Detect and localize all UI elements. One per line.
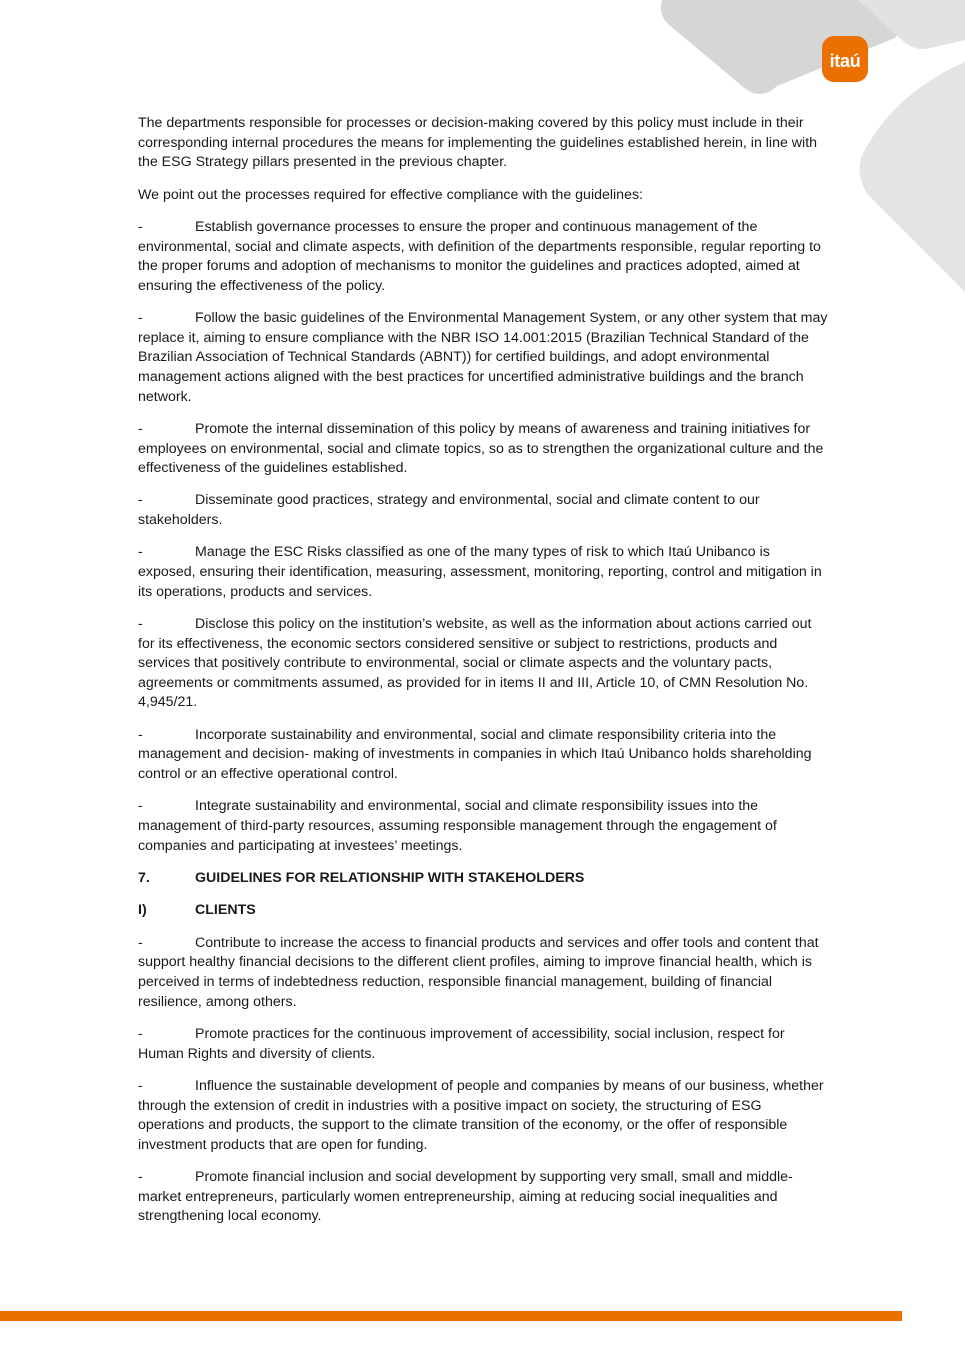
- gray-arc-shape: [860, 62, 965, 292]
- bullet-marker: -: [138, 798, 143, 815]
- bullet-marker: -: [138, 1077, 143, 1094]
- list-item: [138, 934, 830, 1012]
- list-item: [138, 543, 830, 602]
- logo-text: itaú: [829, 51, 861, 71]
- bullet-marker: -: [138, 616, 143, 633]
- subsection-title: CLIENTS: [195, 902, 256, 919]
- list-item: [138, 1168, 830, 1227]
- bullet-marker: -: [138, 492, 143, 509]
- list-item-text: Promote financial inclusion and social development by supporting very small, small and middle-market entrepreneurs, particularly women entrepreneurship, aiming at reducing social inequalities and strengthening local economy.: [138, 1169, 793, 1225]
- list-item-text: Manage the ESC Risks classified as one of the many types of risk to which Itaú Unibanco is exposed, ensuring their identification, measuring, assessment, monitoring, reporting, control and mitigation in its operations, products and services.: [138, 544, 822, 600]
- section-heading: [138, 869, 830, 889]
- section-number: 7.: [138, 869, 150, 886]
- list-item-text: Disseminate good practices, strategy and environmental, social and climate content to our stakeholders.: [138, 492, 760, 529]
- list-item: [138, 797, 830, 856]
- list-item: [138, 1077, 830, 1155]
- subsection-heading: [138, 901, 830, 921]
- list-item: [138, 615, 830, 713]
- bullet-marker: -: [138, 218, 143, 235]
- bullet-marker: -: [138, 1169, 143, 1186]
- list-item: [138, 420, 830, 479]
- list-item-text: Integrate sustainability and environmental, social and climate responsibility issues into the management of third-party resources, assuming responsible management through the engagement of companies and participating at investees’ meetings.: [138, 798, 777, 854]
- list-item: [138, 726, 830, 785]
- list-item-text: Promote the internal dissemination of this policy by means of awareness and training initiatives for employees on environmental, social and climate topics, so as to strengthen the organizational culture and the effectiveness of the guidelines established.: [138, 420, 824, 477]
- list-item-text: Contribute to increase the access to financial products and services and offer tools and content that support healthy financial decisions to the different client profiles, aiming to improve financial health, which is perceived in terms of indebtedness reduction, responsible financial management, building of financial resilience, among others.: [138, 934, 819, 1010]
- processes-intro-paragraph: We point out the processes required for effective compliance with the guidelines:: [138, 186, 643, 203]
- bullet-marker: -: [138, 934, 143, 951]
- list-item: [138, 218, 830, 296]
- list-item: [138, 491, 830, 530]
- subsection-number: I): [138, 902, 147, 919]
- section-title: GUIDELINES FOR RELATIONSHIP WITH STAKEHOLDERS: [195, 869, 585, 886]
- bullet-marker: -: [138, 1025, 143, 1042]
- intro-paragraph: The departments responsible for processes or decision-making covered by this policy must include in their corresponding internal procedures the means for implementing the guidelines established herein, in line with the ESG Strategy pillars presented in the previous chapter.: [138, 115, 818, 171]
- list-item-text: Incorporate sustainability and environmental, social and climate responsibility criteria into the management and decision- making of investments in companies in which Itaú Unibanco holds shareholding control or an effective operational control.: [138, 726, 812, 782]
- bullet-marker: -: [138, 310, 143, 327]
- list-item-text: Influence the sustainable development of people and companies by means of our business, whether through the extension of credit in industries with a positive impact on society, the structuring of ESG operations and products, the support to the climate transition of the economy, or the offer of responsible investment products that are open for funding.: [138, 1077, 824, 1153]
- list-item: [138, 1025, 830, 1064]
- document-body: [138, 114, 830, 1240]
- list-item-text: Promote practices for the continuous improvement of accessibility, social inclusion, respect for Human Rights and diversity of clients.: [138, 1025, 785, 1062]
- bullet-marker: -: [138, 420, 143, 437]
- bullet-marker: -: [138, 544, 143, 561]
- list-item-text: Establish governance processes to ensure the proper and continuous management of the environmental, social and climate aspects, with definition of the departments responsible, regular reporting to the proper forums and adoption of mechanisms to monitor the guidelines and practices adopted, aimed at ensuring the effectiveness of the policy.: [138, 218, 821, 294]
- list-item-text: Disclose this policy on the institution’s website, as well as the information about actions carried out for its effectiveness, the economic sectors considered sensitive or subject to restrictions, products and services that positively contribute to environmental, social or climate aspects and the voluntary pacts, agreements or commitments assumed, as provided for in items II and III, Article 10, of CMN Resolution No. 4,945/21.: [138, 616, 812, 711]
- bullet-marker: -: [138, 726, 143, 743]
- gray-diamond-shape: [661, 0, 905, 94]
- list-item: [138, 309, 830, 407]
- footer-orange-bar: [0, 1311, 902, 1321]
- itau-logo: [822, 36, 868, 82]
- list-item-text: Follow the basic guidelines of the Environmental Management System, or any other system that may replace it, aiming to ensure compliance with the NBR ISO 14.001:2015 (Brazilian Technical Standard of the Brazilian Association of Technical Standards (ABNT)) for certified buildings, and adopt environmental management actions aligned with the best practices for uncertified administrative buildings and the branch network.: [138, 310, 828, 405]
